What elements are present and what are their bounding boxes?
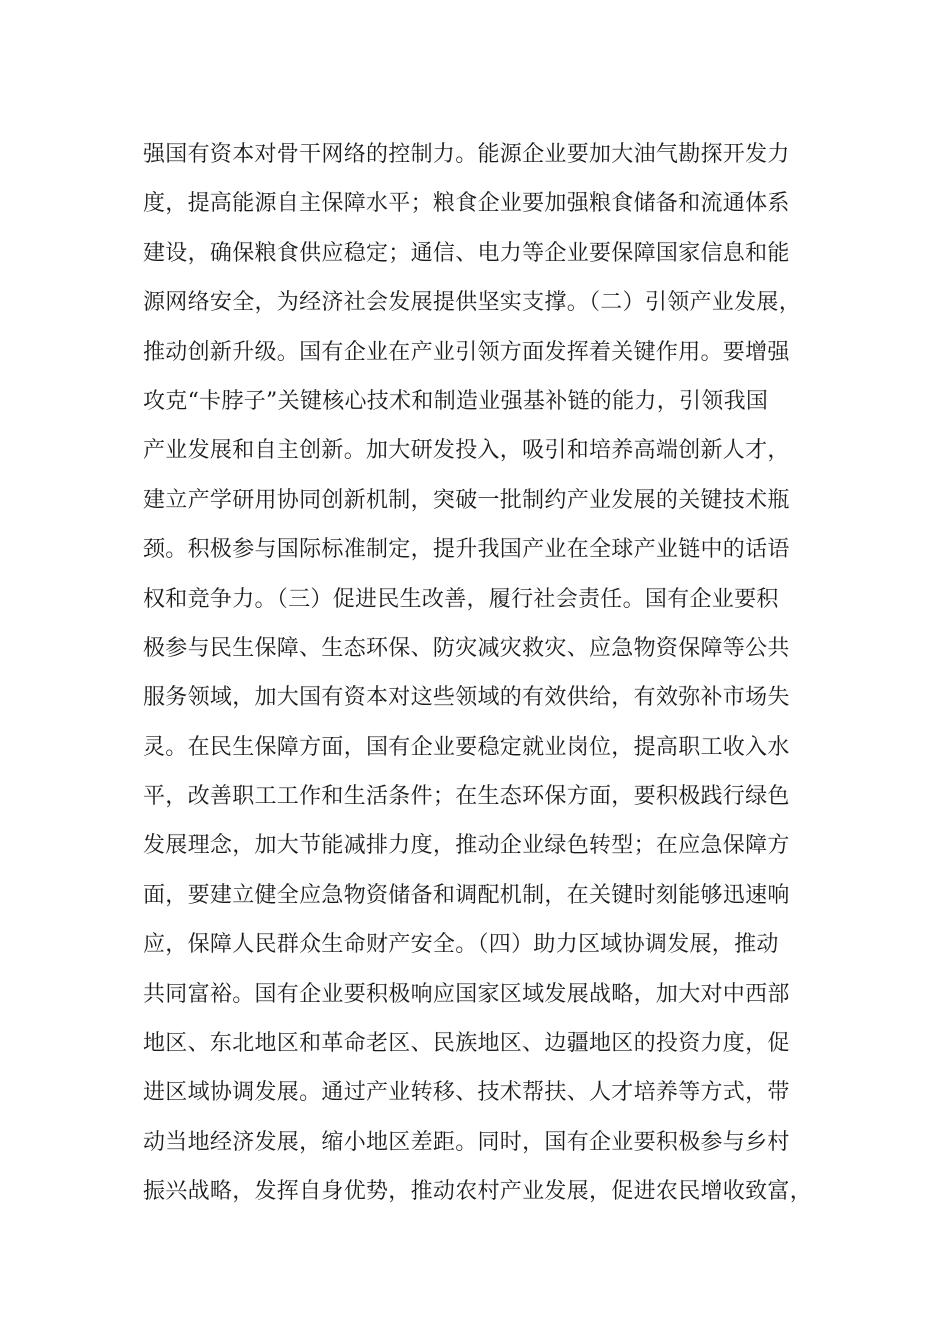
body-text [143, 130, 833, 1217]
text-line: 颈。积极参与国际标准制定，提升我国产业在全球产业链中的话语 [143, 537, 790, 563]
text-line: 权和竞争力。（三）促进民生改善，履行社会责任。国有企业要积 [143, 586, 779, 612]
text-line: 共同富裕。国有企业要积极响应国家区域发展战略，加大对中西部 [143, 981, 790, 1007]
text-line: 平，改善职工工作和生活条件；在生态环保方面，要积极践行绿色 [143, 784, 790, 810]
text-line: 服务领域，加大国有资本对这些领域的有效供给，有效弥补市场失 [143, 685, 790, 711]
text-line: 应，保障人民群众生命财产安全。（四）助力区域协调发展，推动 [143, 932, 779, 958]
text-line: 极参与民生保障、生态环保、防灾减灾救灾、应急物资保障等公共 [143, 635, 790, 661]
text-line: 推动创新升级。国有企业在产业引领方面发挥着关键作用。要增强 [143, 339, 790, 365]
text-line: 进区域协调发展。通过产业转移、技术帮扶、人才培养等方式，带 [143, 1080, 790, 1106]
text-line: 动当地经济发展，缩小地区差距。同时，国有企业要积极参与乡村 [143, 1129, 790, 1155]
text-line: 地区、东北地区和革命老区、民族地区、边疆地区的投资力度，促 [143, 1031, 790, 1057]
text-line: 攻克“卡脖子”关键核心技术和制造业强基补链的能力，引领我国 [143, 388, 769, 414]
text-line: 源网络安全，为经济社会发展提供坚实支撑。（二）引领产业发展， [143, 290, 802, 316]
text-line: 发展理念，加大节能减排力度，推动企业绿色转型；在应急保障方 [143, 833, 790, 859]
text-line: 产业发展和自主创新。加大研发投入，吸引和培养高端创新人才， [143, 438, 790, 464]
text-line: 建设，确保粮食供应稳定；通信、电力等企业要保障国家信息和能 [143, 240, 790, 266]
text-line: 建立产学研用协同创新机制，突破一批制约产业发展的关键技术瓶 [143, 487, 790, 513]
text-line: 面，要建立健全应急物资储备和调配机制，在关键时刻能够迅速响 [143, 882, 790, 908]
text-line: 强国有资本对骨干网络的控制力。能源企业要加大油气勘探开发力 [143, 142, 790, 167]
text-line: 灵。在民生保障方面，国有企业要稳定就业岗位，提高职工收入水 [143, 734, 790, 760]
text-line: 振兴战略，发挥自身优势，推动农村产业发展，促进农民增收致富， [143, 1179, 813, 1205]
text-line: 度，提高能源自主保障水平；粮食企业要加强粮食储备和流通体系 [143, 191, 790, 217]
